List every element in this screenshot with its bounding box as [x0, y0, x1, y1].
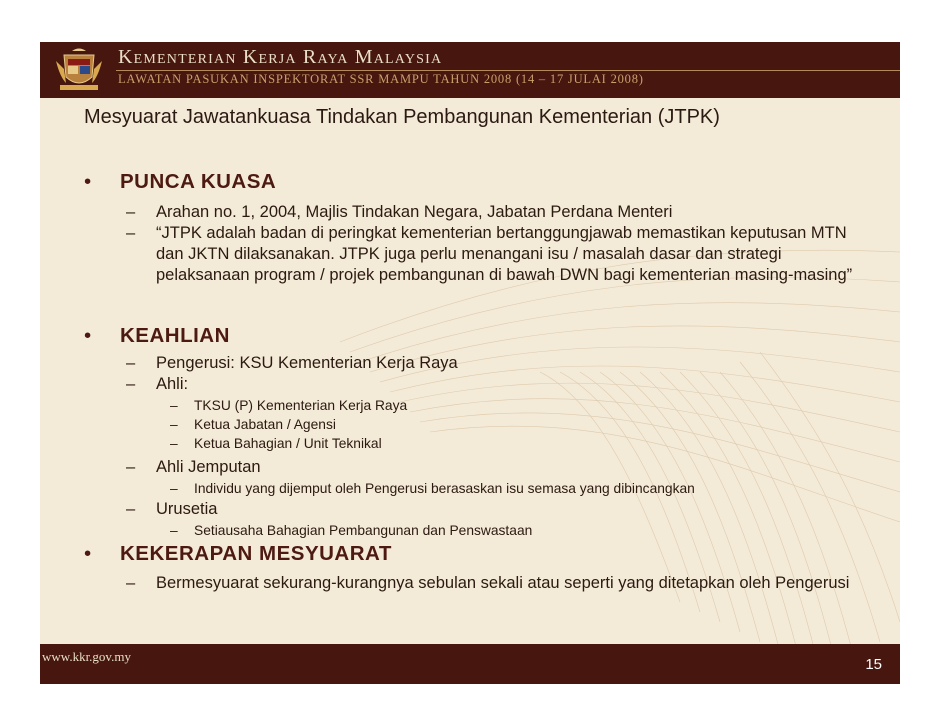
sub-list-item-text: Ketua Bahagian / Unit Teknikal [194, 436, 382, 451]
bullet: • [84, 324, 92, 347]
list-item: – Ahli Jemputan [126, 457, 876, 478]
list-item: – Pengerusi: KSU Kementerian Kerja Raya [126, 353, 876, 374]
ministry-title: Kementerian Kerja Raya Malaysia [118, 46, 443, 68]
list-item-text: Ahli Jemputan [156, 458, 261, 476]
sub-list-item-text: Individu yang dijemput oleh Pengerusi berasaskan isu semasa yang dibincangkan [194, 481, 695, 496]
section-heading-keahlian [84, 324, 230, 348]
bullet: • [84, 170, 92, 193]
list-item: – Arahan no. 1, 2004, Majlis Tindakan Negara, Jabatan Perdana Menteri [126, 202, 876, 223]
slide-content [40, 42, 900, 642]
section-heading-punca-kuasa [84, 170, 276, 194]
list-item-text: Arahan no. 1, 2004, Majlis Tindakan Negara, Jabatan Perdana Menteri [156, 203, 673, 221]
list-item: – Urusetia [126, 499, 876, 520]
page-number: 15 [865, 656, 882, 673]
website-link[interactable]: www.kkr.gov.my [42, 649, 131, 664]
visit-subtitle: LAWATAN PASUKAN INSPEKTORAT SSR MAMPU TAHUN 2008 (14 – 17 JULAI 2008) [118, 72, 644, 86]
sub-list-item: – Ketua Jabatan / Agensi [170, 417, 336, 432]
list-item-text: Pengerusi: KSU Kementerian Kerja Raya [156, 354, 458, 372]
bullet: • [84, 542, 92, 565]
sub-list-item: – Individu yang dijemput oleh Pengerusi berasaskan isu semasa yang dibincangkan [170, 481, 695, 496]
section-heading-text: PUNCA KUASA [120, 170, 277, 193]
list-item: – Ahli: [126, 374, 876, 395]
sub-list-item: – Ketua Bahagian / Unit Teknikal [170, 436, 382, 451]
section-heading-text: KEKERAPAN MESYUARAT [120, 542, 392, 565]
sub-list-item-text: TKSU (P) Kementerian Kerja Raya [194, 398, 408, 413]
list-item: – Bermesyuarat sekurang-kurangnya sebulan sekali atau seperti yang ditetapkan oleh Pengerusi [126, 573, 876, 594]
list-item-text: Urusetia [156, 500, 218, 518]
section-heading-kekerapan-mesyuarat [84, 542, 392, 566]
list-item-text: “JTPK adalah badan di peringkat kementerian bertanggungjawab memastikan keputusan MTN dan JKTN dilaksanakan. JTPK juga perlu menangani isu / masalah dasar dan strategi pelaksanaan program / projek pembangunan di bawah DWN bagi kementerian masing-masing” [156, 224, 853, 284]
slide [40, 42, 900, 684]
list-item-text: Bermesyuarat sekurang-kurangnya sebulan sekali atau seperti yang ditetapkan oleh Pengerusi [156, 574, 850, 592]
sub-list-item-text: Ketua Jabatan / Agensi [194, 417, 336, 432]
sub-list-item-text: Setiausaha Bahagian Pembangunan dan Penswastaan [194, 523, 533, 538]
slide-title: Mesyuarat Jawatankuasa Tindakan Pembangunan Kementerian (JTPK) [84, 106, 720, 128]
list-item-text: Ahli: [156, 375, 189, 393]
sub-list-item: – Setiausaha Bahagian Pembangunan dan Penswastaan [170, 523, 533, 538]
sub-list-item: – TKSU (P) Kementerian Kerja Raya [170, 398, 408, 413]
section-heading-text: KEAHLIAN [120, 324, 230, 347]
list-item: – “JTPK adalah badan di peringkat kementerian bertanggungjawab memastikan keputusan MTN dan JKTN dilaksanakan. JTPK juga perlu menangani isu / masalah dasar dan strategi pelaksanaan program / projek pembangunan di bawah DWN bagi kementerian masing-masing” [126, 223, 876, 286]
slide-footer [40, 644, 900, 684]
